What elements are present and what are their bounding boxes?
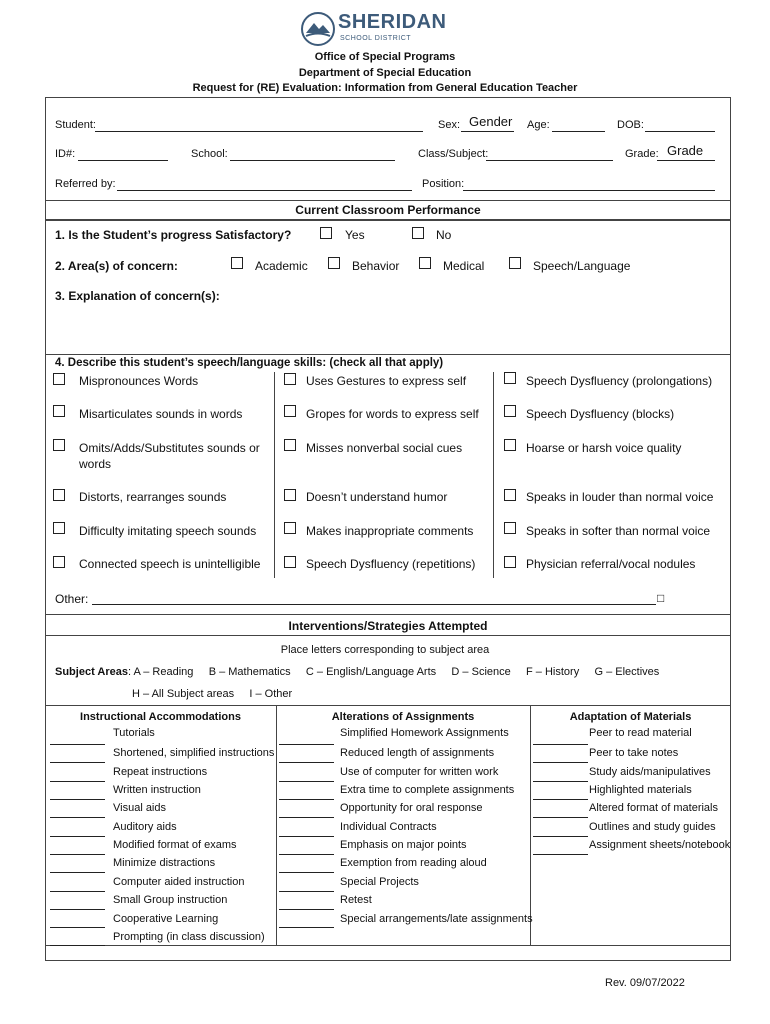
speech-language-label: Speech/Language xyxy=(533,259,631,273)
col2-item: Special Projects xyxy=(340,876,419,888)
col2-item: Opportunity for oral response xyxy=(340,802,483,814)
header-department: Department of Special Education xyxy=(298,67,472,79)
col2-title: Alterations of Assignments xyxy=(331,711,475,723)
position-label: Position: xyxy=(422,178,465,190)
col2-item: Emphasis on major points xyxy=(340,839,467,851)
logo-mountain-icon xyxy=(300,11,336,47)
col2-item: Simplified Homework Assignments xyxy=(340,727,509,739)
skill-label: Distorts, rearranges sounds xyxy=(79,490,227,504)
col2-blank[interactable] xyxy=(279,781,334,782)
skill-label: Speech Dysfluency (prolongations) xyxy=(526,374,713,388)
interventions-instruction: Place letters corresponding to subject area xyxy=(280,644,490,656)
skill-checkbox[interactable] xyxy=(504,405,516,417)
skill-checkbox[interactable] xyxy=(504,522,516,534)
table-divider-2 xyxy=(530,705,531,946)
student-label: Student: xyxy=(55,119,96,131)
col1-item: Tutorials xyxy=(113,727,155,739)
skill-label: Misses nonverbal social cues xyxy=(306,441,463,455)
col3-blank[interactable] xyxy=(533,817,588,818)
col2-blank[interactable] xyxy=(279,799,334,800)
yes-checkbox[interactable] xyxy=(320,227,332,239)
col3-item: Altered format of materials xyxy=(589,802,718,814)
skill-label: Misarticulates sounds in words xyxy=(79,407,243,421)
skill-checkbox[interactable] xyxy=(284,556,296,568)
skill-checkbox[interactable] xyxy=(53,373,65,385)
col1-item: Prompting (in class discussion) xyxy=(113,931,265,943)
skill-checkbox[interactable] xyxy=(284,439,296,451)
col1-item: Cooperative Learning xyxy=(113,913,219,925)
col1-blank[interactable] xyxy=(50,945,105,946)
skill-checkbox[interactable] xyxy=(284,489,296,501)
class-subject-label: Class/Subject: xyxy=(418,148,489,160)
skill-checkbox[interactable] xyxy=(53,405,65,417)
col2-blank[interactable] xyxy=(279,817,334,818)
col2-item: Individual Contracts xyxy=(340,821,437,833)
school-field[interactable] xyxy=(230,160,395,161)
yes-label: Yes xyxy=(345,228,365,242)
grade-value: Grade xyxy=(667,143,704,158)
academic-label: Academic xyxy=(255,259,308,273)
sex-field[interactable] xyxy=(461,131,514,132)
col1-item: Shortened, simplified instructions xyxy=(113,747,275,759)
skill-label: Connected speech is unintelligible xyxy=(79,557,261,571)
district-logo xyxy=(300,11,460,47)
skill-checkbox[interactable] xyxy=(53,522,65,534)
dob-field[interactable] xyxy=(645,131,715,132)
col1-item: Visual aids xyxy=(113,802,166,814)
col1-item: Modified format of exams xyxy=(113,839,237,851)
col1-blank[interactable] xyxy=(50,854,105,855)
skill-checkbox[interactable] xyxy=(284,522,296,534)
col3-blank[interactable] xyxy=(533,781,588,782)
skill-checkbox[interactable] xyxy=(504,439,516,451)
col1-item: Auditory aids xyxy=(113,821,177,833)
col3-item: Outlines and study guides xyxy=(589,821,716,833)
col3-item: Peer to take notes xyxy=(589,747,679,759)
col1-blank[interactable] xyxy=(50,891,105,892)
class-subject-field[interactable] xyxy=(486,160,613,161)
skill-label: Speaks in softer than normal voice xyxy=(526,524,711,538)
col1-item: Written instruction xyxy=(113,784,201,796)
col2-blank[interactable] xyxy=(279,762,334,763)
col1-blank[interactable] xyxy=(50,744,105,745)
header-office: Office of Special Programs xyxy=(314,51,456,63)
other-field[interactable] xyxy=(92,604,656,605)
skill-label: Hoarse or harsh voice quality xyxy=(526,441,682,455)
col1-blank[interactable] xyxy=(50,799,105,800)
speech-language-checkbox[interactable] xyxy=(509,257,521,269)
col3-blank[interactable] xyxy=(533,762,588,763)
sex-value: Gender xyxy=(469,114,513,129)
skill-checkbox[interactable] xyxy=(53,556,65,568)
skill-label: Speaks in louder than normal voice xyxy=(526,490,714,504)
age-label: Age: xyxy=(527,119,550,131)
col1-title: Instructional Accommodations xyxy=(80,711,241,723)
skill-checkbox[interactable] xyxy=(53,439,65,451)
col1-item: Repeat instructions xyxy=(113,766,208,778)
behavior-checkbox[interactable] xyxy=(328,257,340,269)
col2-blank[interactable] xyxy=(279,891,334,892)
col2-blank[interactable] xyxy=(279,836,334,837)
header-title: Request for (RE) Evaluation: Information from General Education Teacher xyxy=(192,82,578,94)
other-label: Other: xyxy=(55,592,89,606)
skill-label: Difficulty imitating speech sounds xyxy=(79,524,257,538)
id-label: ID#: xyxy=(55,148,76,160)
behavior-label: Behavior xyxy=(352,259,400,273)
logo-name: SHERIDAN xyxy=(338,11,447,33)
subject-areas-label: Subject Areas xyxy=(55,666,128,678)
skill-label: Uses Gestures to express self xyxy=(306,374,467,388)
col1-item: Minimize distractions xyxy=(113,857,216,869)
logo-sub: SCHOOL DISTRICT xyxy=(340,35,412,42)
performance-title: Current Classroom Performance xyxy=(295,203,481,217)
age-field[interactable] xyxy=(552,131,605,132)
skill-label: Doesn’t understand humor xyxy=(306,490,448,504)
col3-item: Study aids/manipulatives xyxy=(589,766,711,778)
col2-blank[interactable] xyxy=(279,927,334,928)
col3-blank[interactable] xyxy=(533,744,588,745)
skill-label: Gropes for words to express self xyxy=(306,407,479,421)
skill-checkbox[interactable] xyxy=(284,405,296,417)
grade-field[interactable] xyxy=(657,160,715,161)
subject-areas-list: : A – Reading B – Mathematics C – English/Language Arts D – Science F – History G – Electives xyxy=(127,666,660,678)
col2-item: Reduced length of assignments xyxy=(340,747,495,759)
col2-blank[interactable] xyxy=(279,854,334,855)
skill-label: Speech Dysfluency (blocks) xyxy=(526,407,675,421)
interventions-title: Interventions/Strategies Attempted xyxy=(288,619,488,633)
col1-blank[interactable] xyxy=(50,762,105,763)
medical-label: Medical xyxy=(443,259,485,273)
col3-item: Assignment sheets/notebook xyxy=(589,839,731,851)
col2-blank[interactable] xyxy=(279,872,334,873)
position-field[interactable] xyxy=(463,190,715,191)
col2-item: Exemption from reading aloud xyxy=(340,857,487,869)
other-checkbox[interactable]: □ xyxy=(657,591,665,605)
skills-divider-1 xyxy=(274,372,275,578)
skill-label: Physician referral/vocal nodules xyxy=(526,557,696,571)
skill-label: Makes inappropriate comments xyxy=(306,524,474,538)
q2-label: 2. Area(s) of concern: xyxy=(55,259,178,273)
skill-checkbox[interactable] xyxy=(504,489,516,501)
col3-item: Peer to read material xyxy=(589,727,692,739)
col1-blank[interactable] xyxy=(50,836,105,837)
skill-label: Mispronounces Words xyxy=(79,374,199,388)
skill-checkbox[interactable] xyxy=(284,373,296,385)
col3-title: Adaptation of Materials xyxy=(569,711,692,723)
col1-blank[interactable] xyxy=(50,872,105,873)
id-field[interactable] xyxy=(78,160,168,161)
table-divider-1 xyxy=(276,705,277,946)
sex-label: Sex: xyxy=(438,119,461,131)
academic-checkbox[interactable] xyxy=(231,257,243,269)
subject-areas-line2: H – All Subject areas I – Other xyxy=(132,688,293,700)
dob-label: DOB: xyxy=(617,119,644,131)
col1-blank[interactable] xyxy=(50,927,105,928)
student-field[interactable] xyxy=(95,131,423,132)
col3-blank[interactable] xyxy=(533,799,588,800)
col1-item: Computer aided instruction xyxy=(113,876,245,888)
col2-item: Retest xyxy=(340,894,372,906)
q3-label: 3. Explanation of concern(s): xyxy=(55,289,220,303)
col3-blank[interactable] xyxy=(533,836,588,837)
skills-title: 4. Describe this student’s speech/language skills: (check all that apply) xyxy=(55,357,444,369)
col3-item: Highlighted materials xyxy=(589,784,692,796)
q1-label: 1. Is the Student’s progress Satisfactory? xyxy=(55,228,292,242)
col2-item: Special arrangements/late assignments xyxy=(340,913,533,925)
skill-checkbox[interactable] xyxy=(53,489,65,501)
col2-item: Use of computer for written work xyxy=(340,766,499,778)
school-label: School: xyxy=(191,148,228,160)
skill-checkbox[interactable] xyxy=(504,372,516,384)
medical-checkbox[interactable] xyxy=(419,257,431,269)
col1-blank[interactable] xyxy=(50,781,105,782)
referred-field[interactable] xyxy=(117,190,412,191)
no-label: No xyxy=(436,228,452,242)
col1-blank[interactable] xyxy=(50,909,105,910)
skill-label: Omits/Adds/Substitutes sounds or words xyxy=(79,441,260,471)
skills-divider-2 xyxy=(493,372,494,578)
grade-label: Grade: xyxy=(625,148,659,160)
col3-blank[interactable] xyxy=(533,854,588,855)
skill-checkbox[interactable] xyxy=(504,556,516,568)
col2-blank[interactable] xyxy=(279,909,334,910)
col2-item: Extra time to complete assignments xyxy=(340,784,515,796)
col1-blank[interactable] xyxy=(50,817,105,818)
subject-areas-line1 xyxy=(55,666,659,678)
col2-blank[interactable] xyxy=(279,744,334,745)
revision-date: Rev. 09/07/2022 xyxy=(605,977,685,989)
no-checkbox[interactable] xyxy=(412,227,424,239)
referred-label: Referred by: xyxy=(55,178,116,190)
col1-item: Small Group instruction xyxy=(113,894,228,906)
skill-label: Speech Dysfluency (repetitions) xyxy=(306,557,476,571)
